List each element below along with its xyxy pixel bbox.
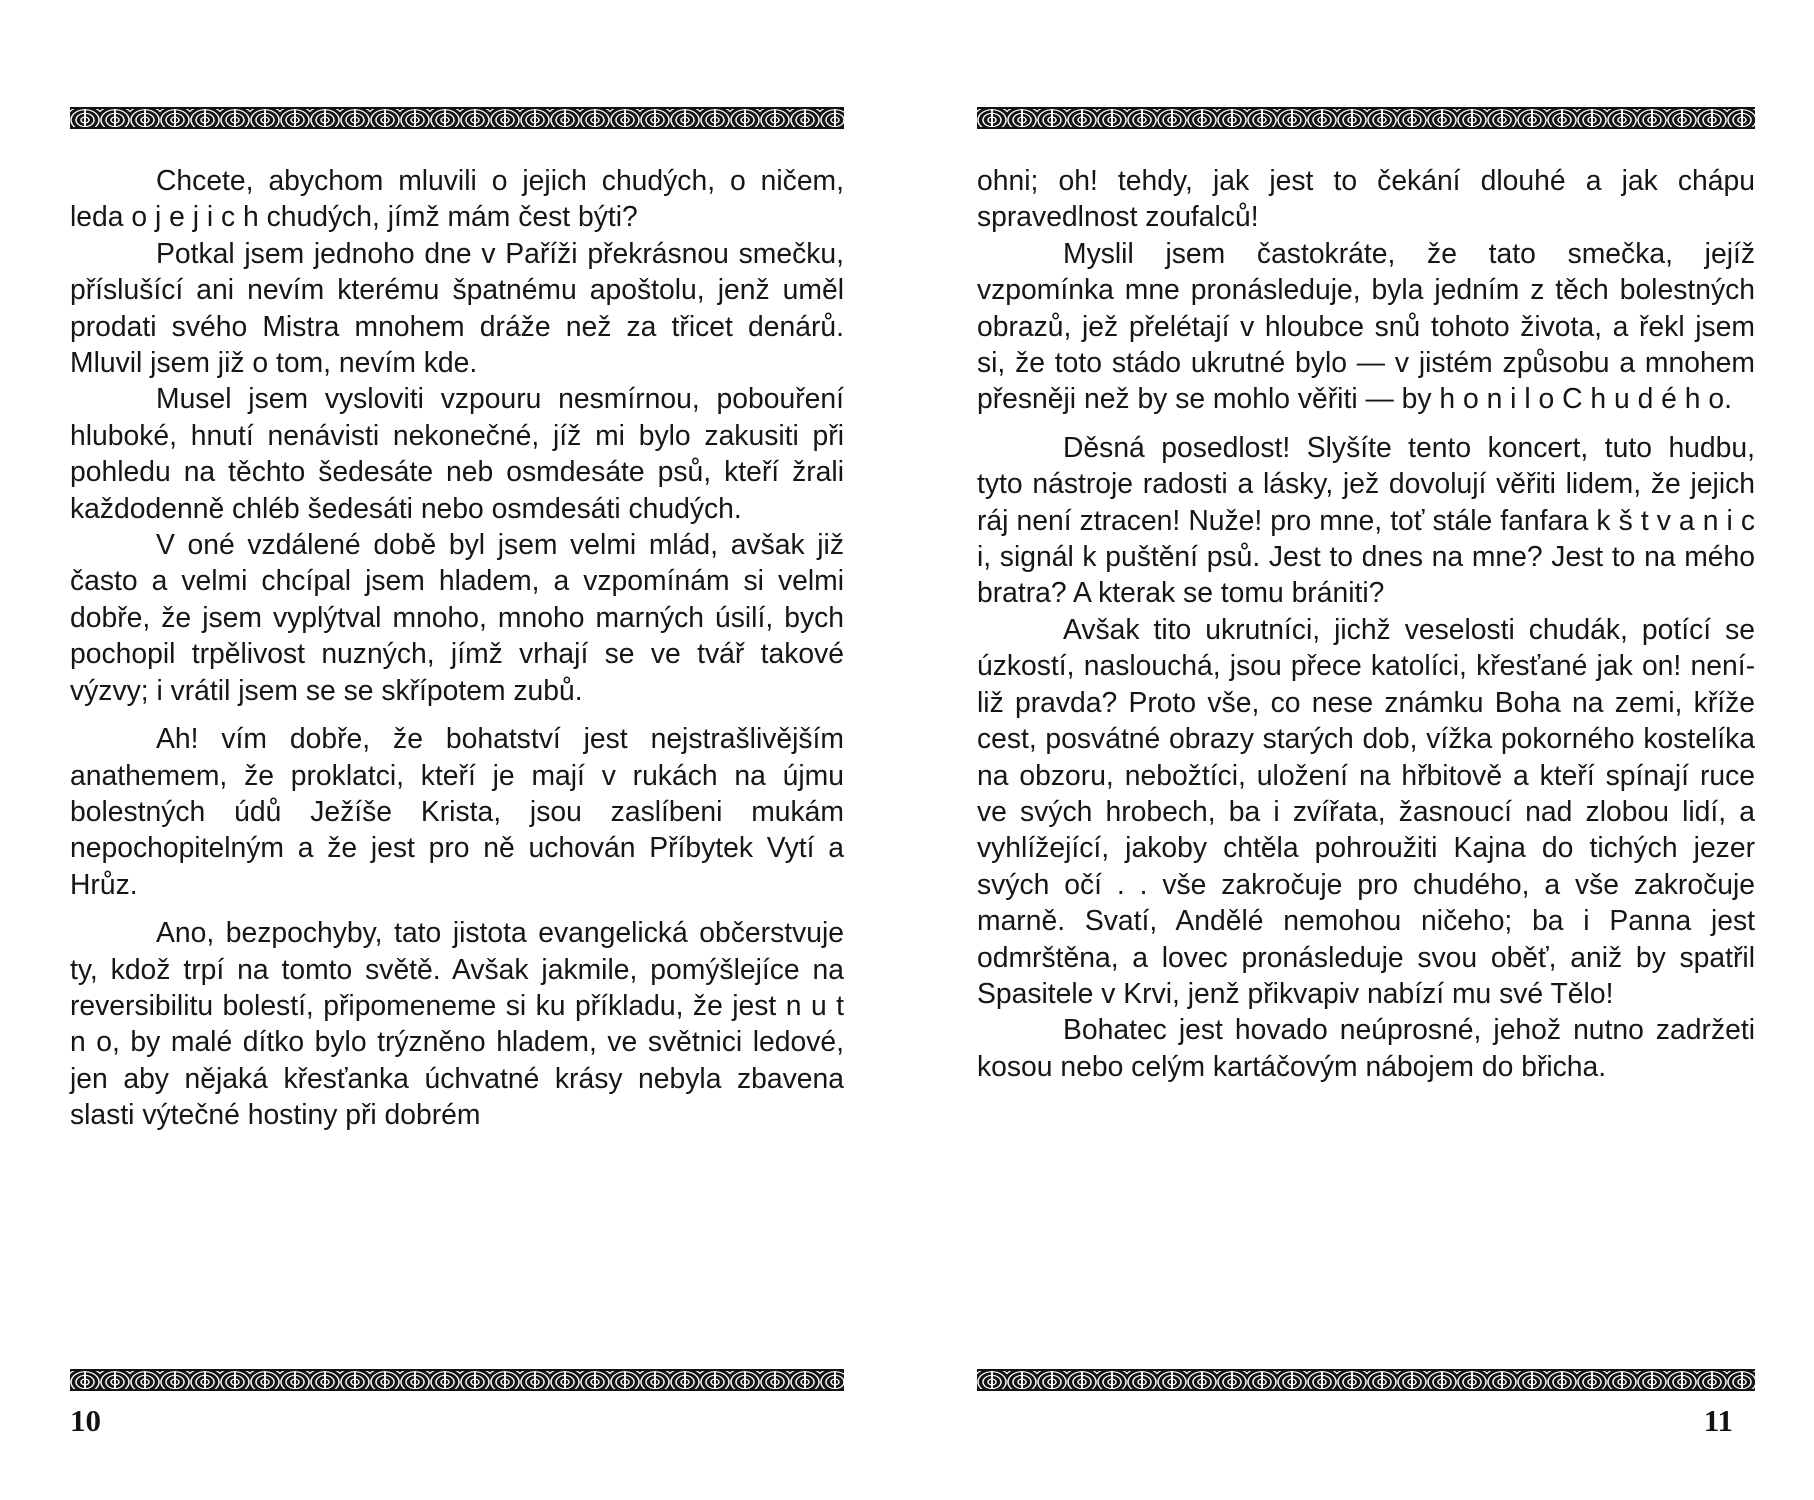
paragraph: Avšak tito ukrutníci, jichž veselosti chudák, potící se úzkostí, naslouchá, jsou přece katolíci, křesťané jak on! není-liž pravda? Proto vše, co nese známku Boha na zemi, kříže cest, posvátné obrazy starých dob, vížka pokorného kostelíka na obzoru, nebožtíci, uložení na hřbitově a kteří spínají ruce ve svých hrobech, ba i zvířata, žasnoucí nad zlobou lidí, a vyhlížející, jakoby chtěla pohroužiti Kajna do tichých jezer svých očí . . vše zakročuje pro chudého, a vše zakročuje marně. Svatí, Andělé nemohou ničeho; ba i Panna jest odmrštěna, a lovec pronásleduje svou oběť, aniž by spatřil Spasitele v Krvi, jenž přikvapiv nabízí mu své Tělo! [977, 612, 1755, 1009]
paragraph: Potkal jsem jednoho dne v Paříži překrásnou smečku, příslušící ani nevím kterému špatnému apoštolu, jenž uměl prodati svého Mistra mnohem dráže než za třicet denárů. Mluvil jsem již o tom, nevím kde. [70, 236, 844, 379]
right-page [977, 0, 1755, 1500]
top-ornament-border [70, 107, 844, 129]
bottom-ornament-border [977, 1369, 1755, 1391]
paragraph: ohni; oh! tehdy, jak jest to čekání dlouhé a jak chápu spravedlnost zoufalců! [977, 164, 1755, 233]
bottom-ornament-border [70, 1369, 844, 1391]
paragraph: Bohatec jest hovado neúprosné, jehož nutno zadržeti kosou nebo celým kartáčovým nábojem do břicha. [977, 1013, 1755, 1082]
right-page-text [977, 162, 1755, 1084]
paragraph: Chcete, abychom mluvili o jejich chudých, o ničem, leda o j e j i c h chudých, jímž mám čest býti? [70, 164, 844, 233]
paragraph: Děsná posedlost! Slyšíte tento koncert, tuto hudbu, tyto nástroje radosti a lásky, jež dovolují věřiti lidem, že jejich ráj není ztracen! Nuže! pro mne, toť stále fanfara k š t v a n i c i, signál k puštění psů. Jest to dnes na mne? Jest to na mého bratra? A kterak se tomu brániti? [977, 430, 1755, 609]
top-ornament-border [977, 107, 1755, 129]
left-page-text [70, 162, 844, 1133]
paragraph: Ah! vím dobře, že bohatství jest nejstrašlivějším anathemem, že proklatci, kteří je mají v rukách na újmu bolestných údů Ježíše Krista, jsou zaslíbeni mukám nepochopitelným a že jest pro ně uchován Příbytek Vytí a Hrůz. [70, 722, 844, 900]
paragraph: V oné vzdálené době byl jsem velmi mlád, avšak již často a velmi chcípal jsem hladem, a vzpomínám si velmi dobře, že jsem vyplýtval mnoho, mnoho marných úsilí, bych pochopil trpělivost nuzných, jímž vrhají se ve tvář takové výzvy; i vrátil jsem se se skřípotem zubů. [70, 528, 844, 706]
paragraph: Myslil jsem častokráte, že tato smečka, jejíž vzpomínka mne pronásleduje, byla jedním z těch bolestných obrazů, jež přelétají v hloubce snů tohoto života, a řekl jsem si, že toto stádo ukrutné bylo — v jistém způsobu a mnohem přesněji než by se mohlo věřiti — by h o n i l o C h u d é h o. [977, 236, 1755, 415]
left-page [70, 0, 844, 1500]
paragraph: Musel jsem vysloviti vzpouru nesmírnou, pobouření hluboké, hnutí nenávisti nekonečné, jíž mi bylo zakusiti při pohledu na těchto šedesáte neb osmdesáte psů, kteří žrali každodenně chléb šedesáti nebo osmdesáti chudých. [70, 382, 844, 524]
paragraph: Ano, bezpochyby, tato jistota evangelická občerstvuje ty, kdož trpí na tomto světě. Avšak jakmile, pomýšlejíce na reversibilitu bolestí, připomeneme si ku příkladu, že jest n u t n o, by malé dítko bylo trýzněno hladem, ve světnici ledové, jen aby nějaká křesťanka úchvatné krásy nebyla zbavena slasti výtečné hostiny při dobrém [70, 916, 844, 1131]
page-number: 10 [70, 1403, 101, 1438]
page-number: 11 [1703, 1403, 1733, 1438]
